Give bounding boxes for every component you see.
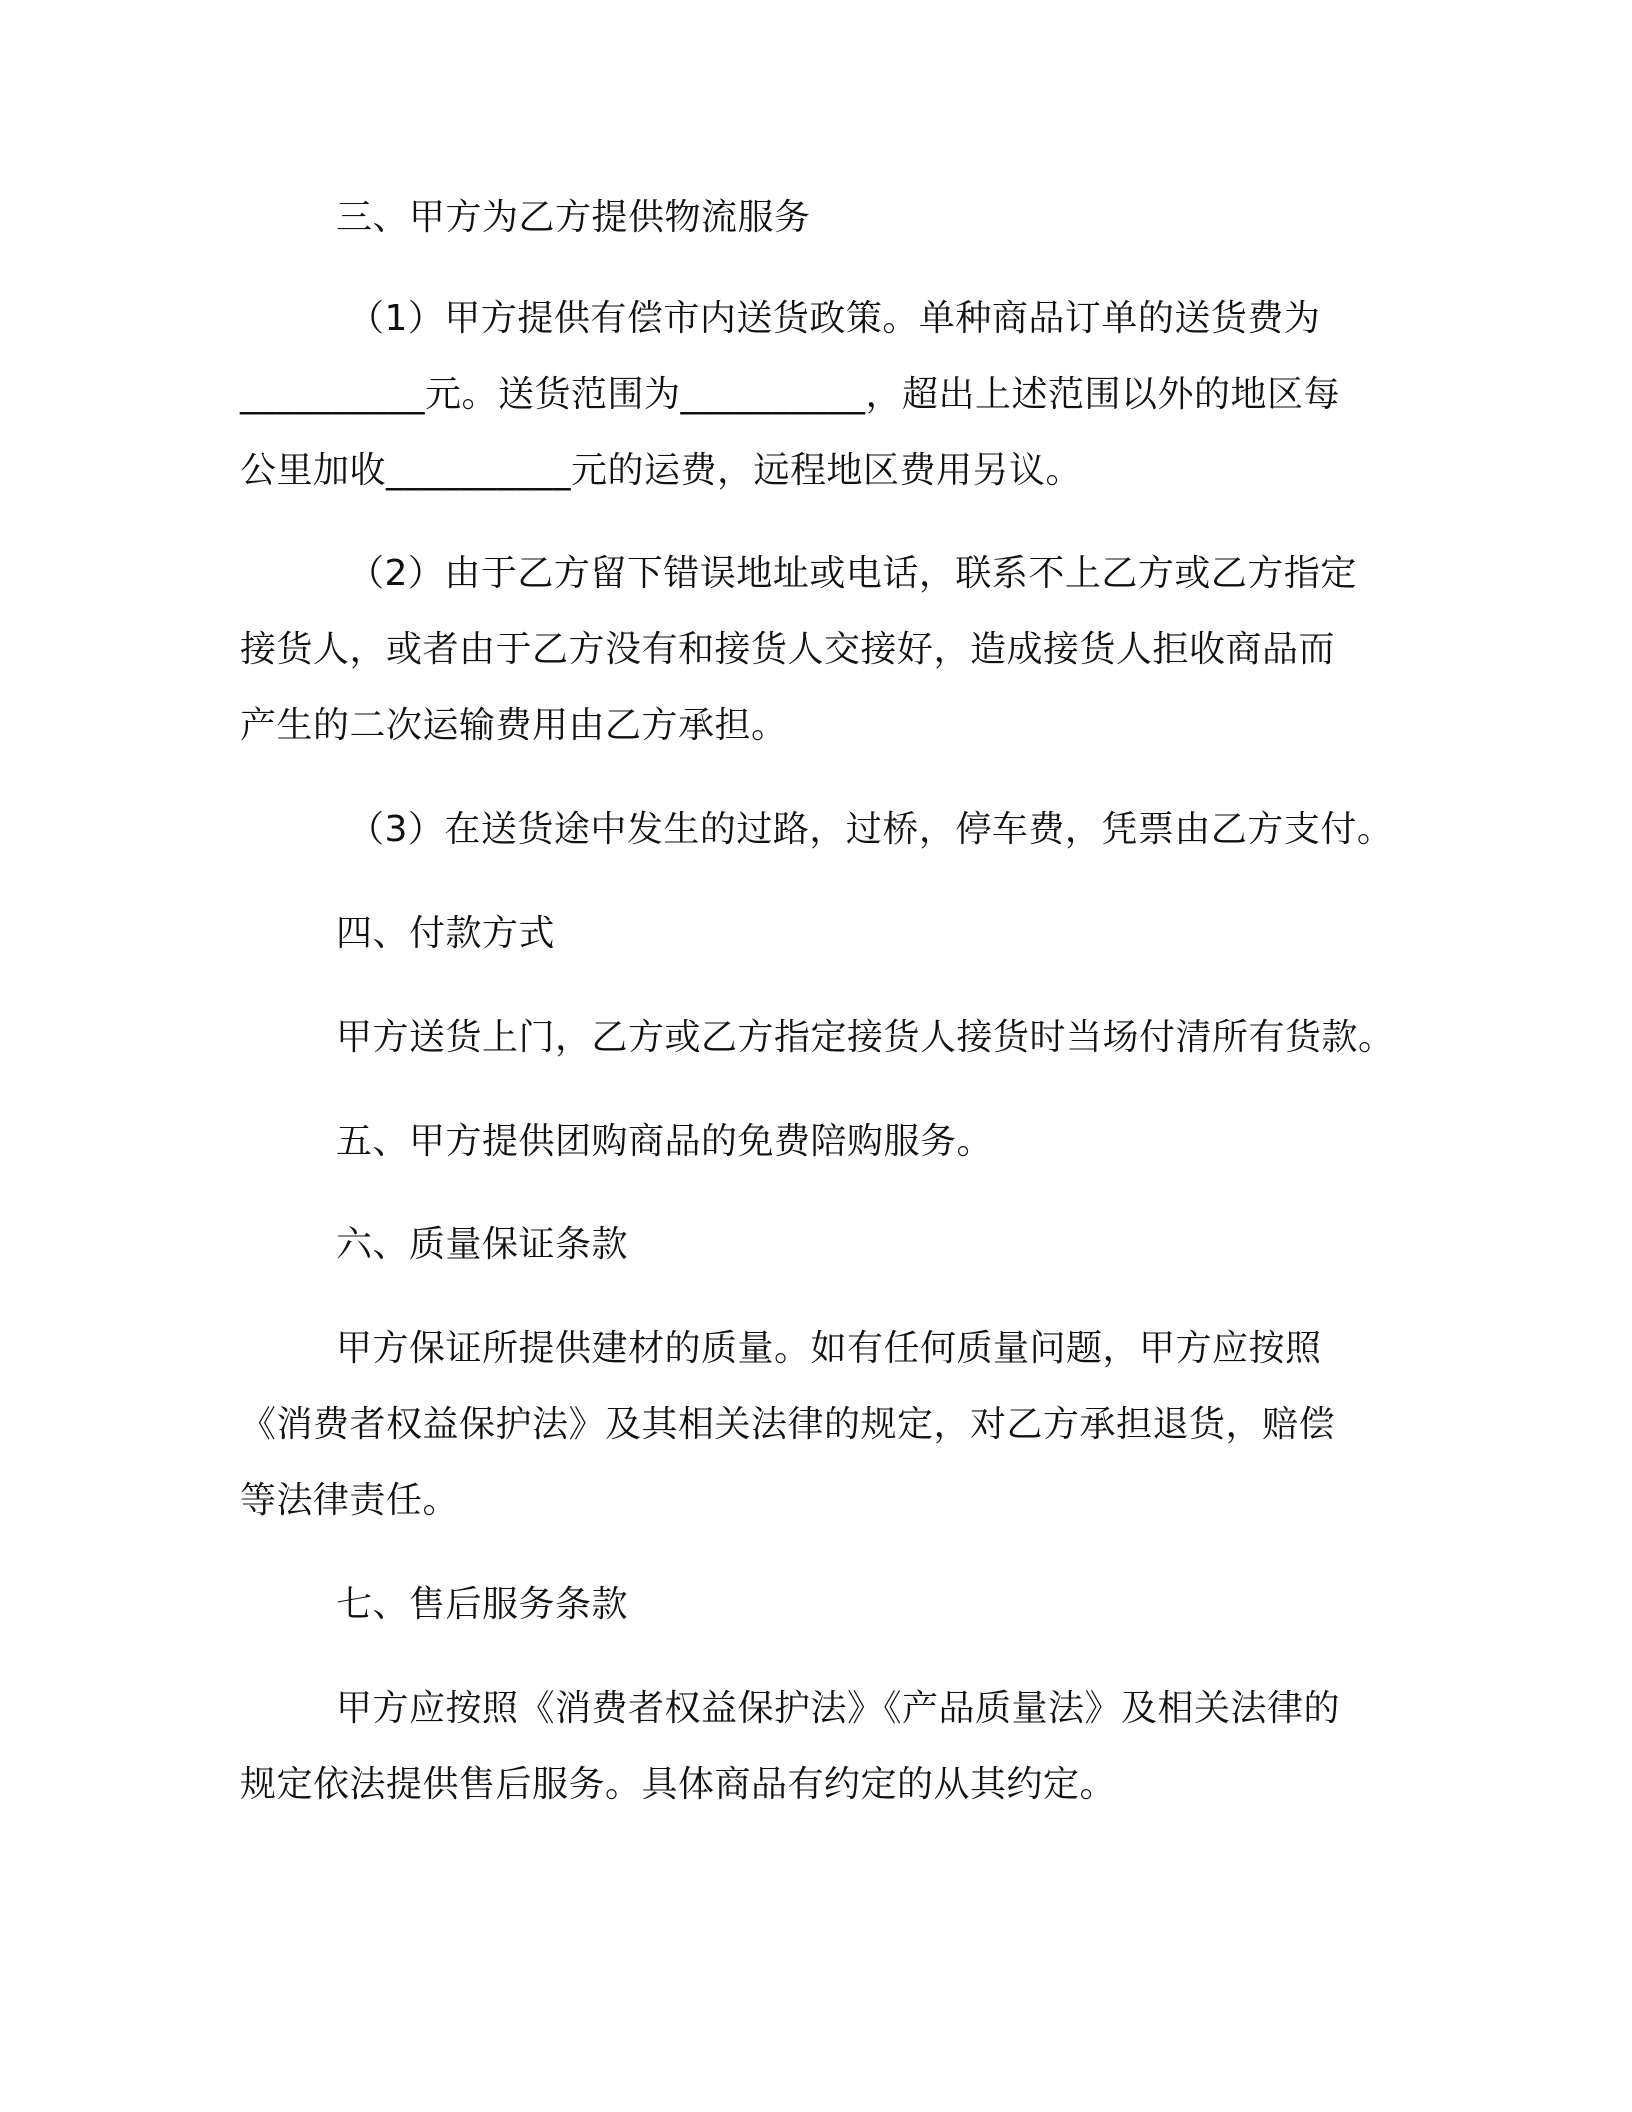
payment-paragraph: 甲方送货上门，乙方或乙方指定接货人接货时当场付清所有货款。 [336, 1017, 1395, 1058]
after-sales-line-1: 甲方应按照《消费者权益保护法》《产品质量法》及相关法律的 [336, 1688, 1341, 1729]
clause-2-line-3: 产生的二次运输费用由乙方承担。 [240, 705, 788, 746]
after-sales-line-2: 规定依法提供售后服务。具体商品有约定的从其约定。 [240, 1764, 1117, 1805]
clause-2-line-1: （2）由于乙方留下错误地址或电话，联系不上乙方或乙方指定 [348, 553, 1357, 594]
section-heading-logistics: 三、甲方为乙方提供物流服务 [336, 197, 811, 238]
section-heading-payment: 四、付款方式 [336, 913, 556, 954]
clause-1-line-3: 公里加收__________元的运费，远程地区费用另议。 [240, 450, 1083, 491]
clause-1-line-2: __________元。送货范围为__________，超出上述范围以外的地区每 [240, 374, 1341, 415]
quality-line-1: 甲方保证所提供建材的质量。如有任何质量问题，甲方应按照 [336, 1328, 1322, 1369]
quality-line-2: 《消费者权益保护法》及其相关法律的规定，对乙方承担退货，赔偿 [240, 1404, 1336, 1445]
section-heading-quality: 六、质量保证条款 [336, 1224, 629, 1265]
clause-3-line-1: （3）在送货途中发生的过路，过桥，停车费，凭票由乙方支付。 [348, 809, 1394, 850]
section-heading-group-buy: 五、甲方提供团购商品的免费陪购服务。 [336, 1121, 994, 1162]
clause-2-line-2: 接货人，或者由于乙方没有和接货人交接好，造成接货人拒收商品而 [240, 629, 1336, 670]
section-heading-after-sales: 七、售后服务条款 [336, 1584, 629, 1625]
quality-line-3: 等法律责任。 [240, 1480, 460, 1521]
clause-1-line-1: （1）甲方提供有偿市内送货政策。单种商品订单的送货费为 [348, 298, 1321, 339]
